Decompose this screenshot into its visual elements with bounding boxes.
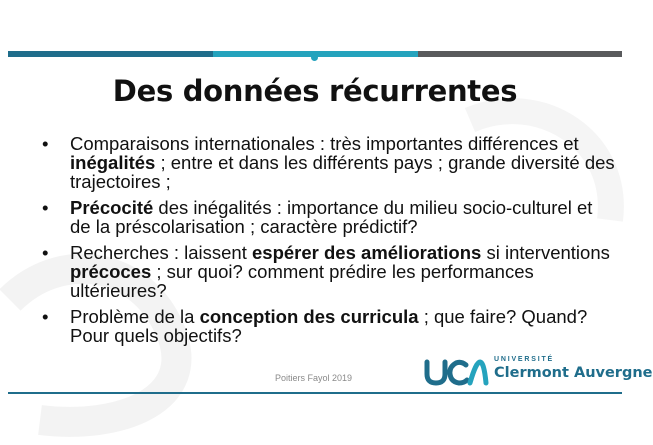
bullet-item — [38, 198, 618, 236]
bullet-list — [38, 134, 618, 352]
top-bar-segment-dark — [8, 51, 213, 57]
bullet-item — [38, 243, 618, 300]
bullet-bold-text: précoces — [70, 261, 152, 282]
bullet-item — [38, 307, 618, 345]
logo-small-text: UNIVERSITÉ — [494, 356, 555, 363]
top-bar-dot — [311, 54, 318, 61]
footer-text: Poitiers Fayol 2019 — [275, 373, 353, 383]
bullet-text: Recherches : laissent — [70, 242, 253, 263]
bullet-text: ; que faire? Quand? Pour quels objectifs? — [70, 306, 588, 346]
bullet-text: si interventions — [481, 242, 610, 263]
bullet-text: Comparaisons internationales : très importantes différences et — [70, 133, 579, 154]
bullet-text: ; sur quoi? comment prédire les performances ultérieures? — [70, 261, 534, 301]
uca-logo-icon — [424, 358, 488, 386]
logo-big-text: Clermont Auvergne — [494, 365, 653, 381]
bullet-bold-text: conception des curricula — [199, 306, 419, 327]
university-logo — [424, 356, 653, 388]
bottom-rule — [8, 392, 622, 394]
top-bar-segment-gray — [418, 51, 622, 57]
bullet-bold-text: espérer des améliorations — [252, 242, 482, 263]
bullet-bold-text: inégalités — [70, 152, 156, 173]
slide-title: Des données récurrentes — [112, 74, 518, 108]
bullet-text: Problème de la — [70, 306, 200, 327]
bullet-text: ; entre et dans les différents pays ; grande diversité des trajectoires ; — [70, 152, 615, 192]
bullet-bold-text: Précocité — [70, 197, 154, 218]
bullet-item — [38, 134, 618, 191]
bullet-text: des inégalités : importance du milieu socio-culturel et de la préscolarisation ; caractère prédictif? — [70, 197, 593, 237]
